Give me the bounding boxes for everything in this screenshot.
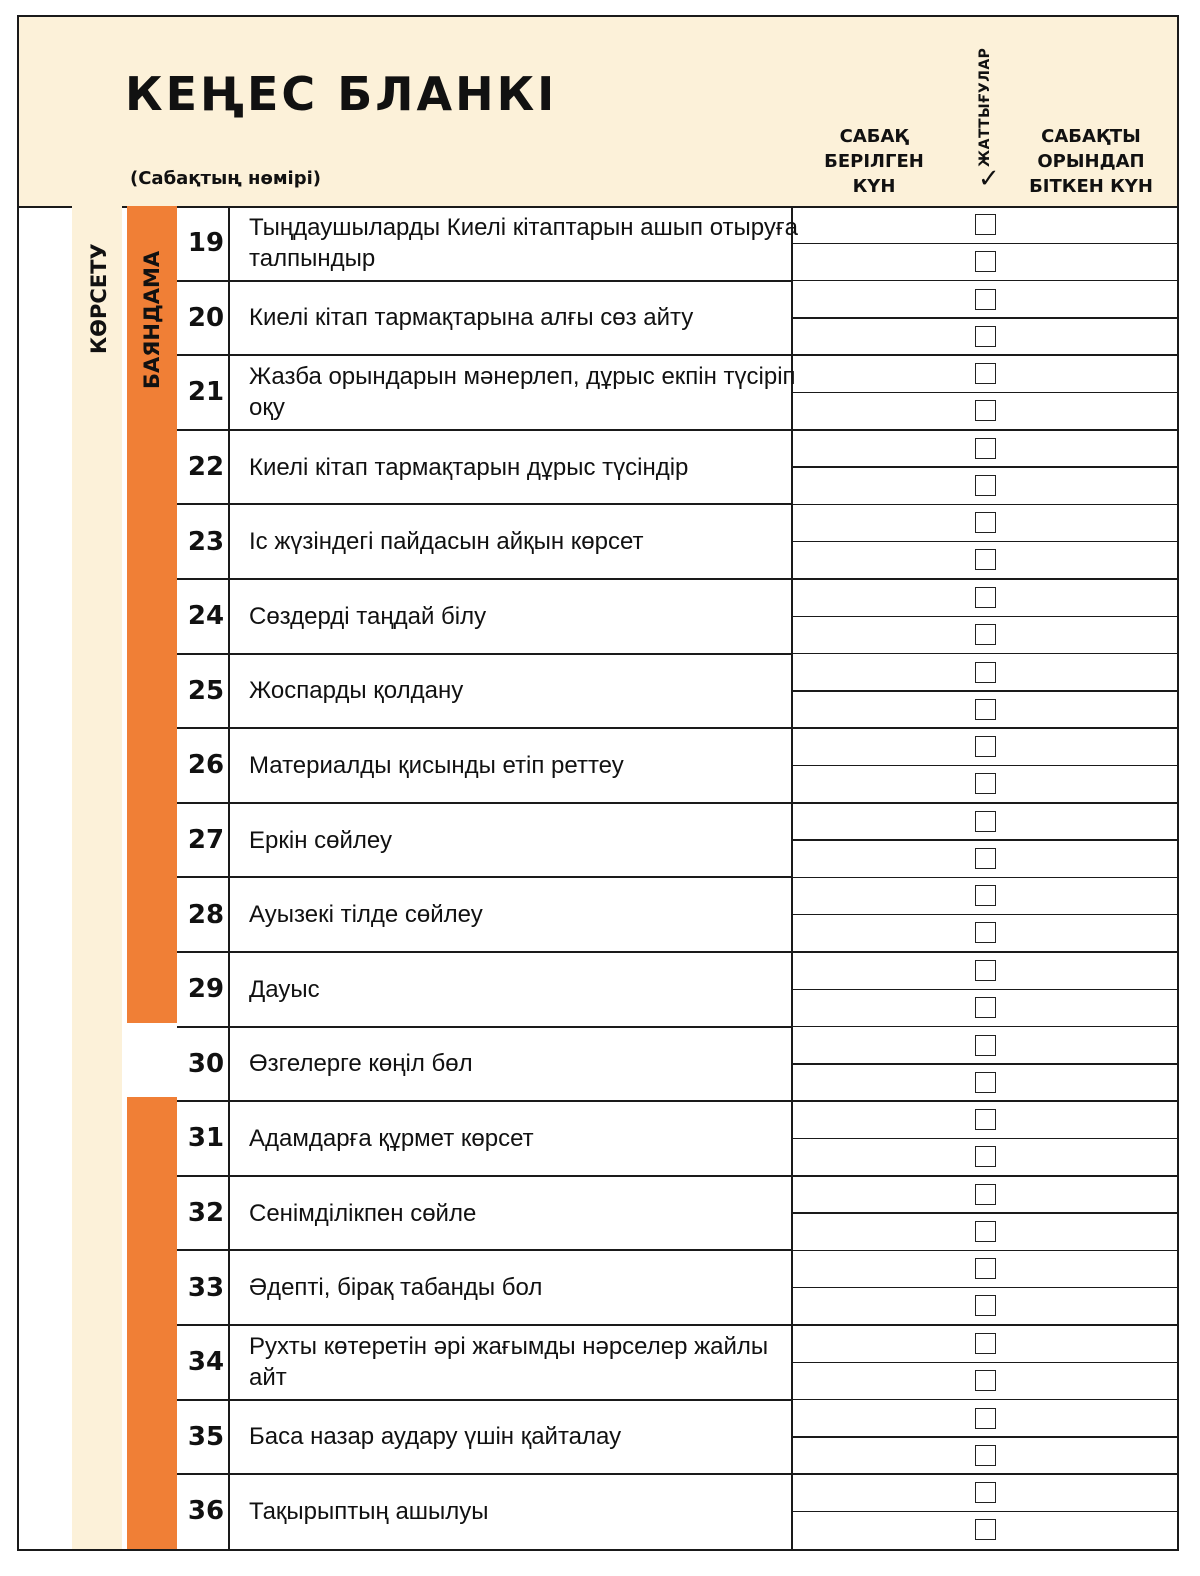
- exercise-checkbox[interactable]: [975, 848, 996, 869]
- exercise-checkbox[interactable]: [975, 512, 996, 533]
- form-title: КЕҢЕС БЛАНКІ: [125, 67, 558, 121]
- lesson-number: 28: [187, 899, 225, 930]
- exercise-checkbox[interactable]: [975, 1519, 996, 1540]
- form-header: [19, 17, 1177, 208]
- lesson-number: 19: [187, 228, 225, 259]
- lesson-number: 33: [187, 1272, 225, 1303]
- exercise-checkbox[interactable]: [975, 1035, 996, 1056]
- date-row-line: [791, 1287, 1177, 1289]
- lesson-number: 23: [187, 526, 225, 557]
- date-row-line: [791, 839, 1177, 841]
- lesson-title: Адамдарға құрмет көрсет: [249, 1124, 534, 1152]
- exercise-checkbox[interactable]: [975, 251, 996, 272]
- lesson-title: Сенімділікпен сөйле: [249, 1199, 477, 1227]
- exercise-checkbox[interactable]: [975, 811, 996, 832]
- talk-group-band-lower: [127, 1097, 177, 1549]
- exercise-checkbox[interactable]: [975, 662, 996, 683]
- lesson-number: 24: [187, 601, 225, 632]
- exercise-checkbox[interactable]: [975, 587, 996, 608]
- lesson-number: 20: [187, 302, 225, 333]
- counsel-form: [17, 15, 1179, 1551]
- date-row-line: [791, 690, 1177, 692]
- lesson-number: 30: [187, 1048, 225, 1079]
- date-row-line: [791, 1212, 1177, 1214]
- lesson-number: 29: [187, 974, 225, 1005]
- exercise-checkbox[interactable]: [975, 326, 996, 347]
- exercise-checkbox[interactable]: [975, 438, 996, 459]
- exercise-checkbox[interactable]: [975, 960, 996, 981]
- date-row-line: [791, 1436, 1177, 1438]
- exercise-checkbox[interactable]: [975, 214, 996, 235]
- lesson-title: Тыңдаушыларды Киелі кітаптарын ашып отыруға талпындыр: [249, 214, 798, 273]
- table-row: [177, 1325, 1177, 1400]
- exercise-checkbox[interactable]: [975, 1258, 996, 1279]
- table-row: [177, 504, 1177, 579]
- table-row: [177, 1176, 1177, 1251]
- lesson-number: 35: [187, 1421, 225, 1452]
- lesson-title: Киелі кітап тармақтарын дұрыс түсіндір: [249, 453, 689, 481]
- lesson-title: Жоспарды қолдану: [249, 677, 464, 705]
- table-row: [177, 281, 1177, 356]
- table-row: [177, 803, 1177, 878]
- table-row: [177, 1474, 1177, 1549]
- lesson-number: 31: [187, 1123, 225, 1154]
- table-row: [177, 1250, 1177, 1325]
- exercise-checkbox[interactable]: [975, 885, 996, 906]
- exercise-checkbox[interactable]: [975, 289, 996, 310]
- lesson-title: Материалды қисынды етіп реттеу: [249, 751, 624, 779]
- show-group-text: КӨРСЕТУ: [87, 243, 111, 354]
- table-row: [177, 355, 1177, 430]
- exercise-checkbox[interactable]: [975, 624, 996, 645]
- exercise-checkbox[interactable]: [975, 1295, 996, 1316]
- exercise-checkbox[interactable]: [975, 1408, 996, 1429]
- exercise-checkbox[interactable]: [975, 997, 996, 1018]
- lesson-number: 25: [187, 675, 225, 706]
- date-row-line: [791, 541, 1177, 543]
- lesson-number-caption: (Сабақтың нөмірі): [130, 168, 321, 189]
- lesson-number: 32: [187, 1198, 225, 1229]
- date-assigned-header: САБАҚ БЕРІЛГЕН КҮН: [824, 126, 924, 197]
- date-row-line: [791, 243, 1177, 245]
- exercise-checkbox[interactable]: [975, 1370, 996, 1391]
- exercise-checkbox[interactable]: [975, 549, 996, 570]
- lesson-title: Жазба орындарын мәнерлеп, дұрыс екпін түсіріп оқу: [249, 363, 796, 422]
- lesson-number: 27: [187, 825, 225, 856]
- table-row: [177, 877, 1177, 952]
- date-row-line: [791, 392, 1177, 394]
- table-row: [177, 728, 1177, 803]
- talk-group-text: БАЯНДАМА: [140, 250, 164, 389]
- exercise-checkbox[interactable]: [975, 699, 996, 720]
- date-row-line: [791, 989, 1177, 991]
- date-row-line: [791, 1362, 1177, 1364]
- show-group-band: [72, 206, 122, 1549]
- checkmark-icon: ✓: [978, 164, 1000, 194]
- lesson-title: Рухты көтеретін әрі жағымды нәрселер жайлы айт: [249, 1333, 769, 1392]
- exercise-checkbox[interactable]: [975, 1146, 996, 1167]
- exercise-checkbox[interactable]: [975, 400, 996, 421]
- lesson-title: Баса назар аудару үшін қайталау: [249, 1423, 622, 1451]
- table-row: [177, 1400, 1177, 1475]
- table-row: [177, 1101, 1177, 1176]
- lesson-title: Сөздерді таңдай білу: [249, 602, 487, 630]
- lesson-title: Еркін сөйлеу: [249, 826, 392, 854]
- lesson-title: Әдепті, бірақ табанды бол: [249, 1274, 543, 1302]
- lesson-title: Ауызекі тілде сөйлеу: [249, 901, 483, 929]
- lesson-number: 36: [187, 1496, 225, 1527]
- date-row-line: [791, 914, 1177, 916]
- lesson-number: 22: [187, 452, 225, 483]
- date-completed-header: САБАҚТЫ ОРЫНДАП БІТКЕН КҮН: [1029, 126, 1153, 197]
- table-row: [177, 206, 1177, 281]
- exercise-checkbox[interactable]: [975, 1072, 996, 1093]
- lesson-number: 26: [187, 750, 225, 781]
- lesson-number: 21: [187, 377, 225, 408]
- table-row: [177, 654, 1177, 729]
- exercise-checkbox[interactable]: [975, 1445, 996, 1466]
- lesson-title: Дауыс: [249, 975, 320, 1003]
- exercise-checkbox[interactable]: [975, 922, 996, 943]
- table-row: [177, 430, 1177, 505]
- exercise-checkbox[interactable]: [975, 1221, 996, 1242]
- date-row-line: [791, 1511, 1177, 1513]
- lesson-title: Өзгелерге көңіл бөл: [249, 1050, 473, 1078]
- table-row: [177, 952, 1177, 1027]
- exercise-checkbox[interactable]: [975, 1482, 996, 1503]
- date-row-line: [791, 616, 1177, 618]
- exercise-checkbox[interactable]: [975, 1333, 996, 1354]
- exercise-checkbox[interactable]: [975, 363, 996, 384]
- table-row: [177, 1027, 1177, 1102]
- exercise-checkbox[interactable]: [975, 736, 996, 757]
- lesson-title: Іс жүзіндегі пайдасын айқын көрсет: [249, 528, 644, 556]
- lesson-number: 34: [187, 1347, 225, 1378]
- lessons-table: [19, 206, 1177, 1549]
- exercise-checkbox[interactable]: [975, 475, 996, 496]
- table-row: [177, 579, 1177, 654]
- date-row-line: [791, 317, 1177, 319]
- lesson-title: Тақырыптың ашылуы: [249, 1497, 489, 1525]
- exercises-header-label: ЖАТТЫҒУЛАР: [977, 47, 993, 167]
- exercise-checkbox[interactable]: [975, 773, 996, 794]
- date-row-line: [791, 1138, 1177, 1140]
- exercise-checkbox[interactable]: [975, 1109, 996, 1130]
- date-row-line: [791, 765, 1177, 767]
- date-row-line: [791, 1063, 1177, 1065]
- date-row-line: [791, 466, 1177, 468]
- lesson-title: Киелі кітап тармақтарына алғы сөз айту: [249, 304, 694, 332]
- exercise-checkbox[interactable]: [975, 1184, 996, 1205]
